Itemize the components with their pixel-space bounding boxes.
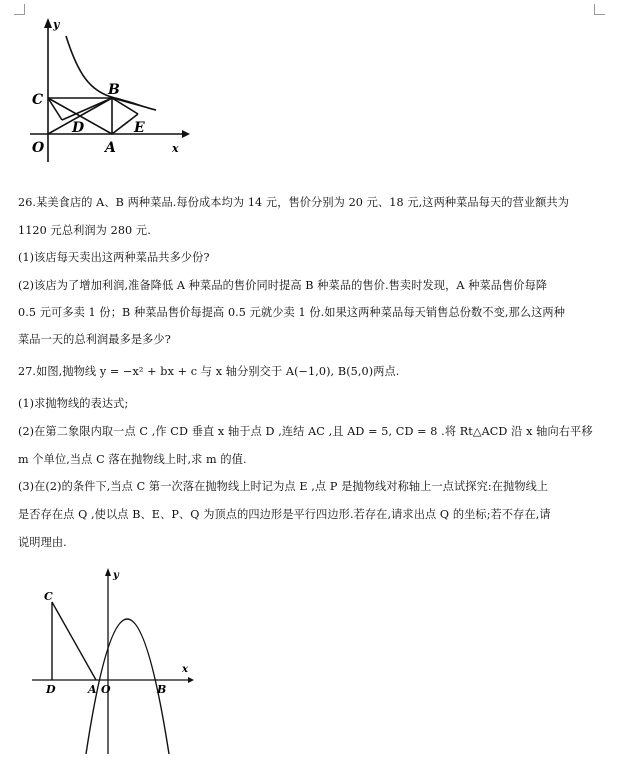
problem-27-line-3: (2)在第二象限内取一点 C ,作 CD 垂直 x 轴于点 D ,连结 AC ,且 AD = 5, CD = 8 .将 Rt△ACD 沿 x 轴向右平移: [18, 425, 593, 438]
figure-1-label-y: y: [53, 18, 60, 31]
figure-1-hyperbola-diagram: [20, 12, 190, 162]
figure-2-svg: [30, 558, 200, 758]
figure-1-label-e: E: [134, 120, 145, 136]
figure-2-label-a: A: [88, 683, 97, 696]
figure-2-label-b: B: [157, 683, 167, 696]
figure-1-svg: [20, 12, 190, 162]
problem-26-line-6: 菜品一天的总利润最多是多少?: [18, 333, 171, 346]
figure-2-parabola-diagram: [30, 558, 200, 758]
figure-1-label-b: B: [108, 82, 120, 98]
figure-1-label-d: D: [72, 120, 85, 136]
problem-26-line-5: 0.5 元可多卖 1 份；B 种菜品售价每提高 0.5 元就少卖 1 份.如果这两种菜品每天销售总份数不变,那么这两种: [18, 306, 566, 319]
problem-27-line-1: 27.如图,抛物线 y = −x² + bx + c 与 x 轴分别交于 A(−1,0), B(5,0)两点.: [18, 365, 400, 378]
segment-be-extended: [112, 98, 156, 110]
x-axis-arrow: [188, 677, 194, 683]
figure-2-label-o: O: [101, 683, 111, 696]
problem-27-line-4: m 个单位,当点 C 落在抛物线上时,求 m 的值.: [18, 453, 247, 466]
problem-26-line-1: 26.某美食店的 A、B 两种菜品.每份成本均为 14 元，售价分别为 20 元、18 元,这两种菜品每天的营业额共为: [18, 196, 570, 209]
figure-2-label-d: D: [46, 683, 56, 696]
y-axis-arrow: [44, 18, 52, 28]
y-axis-arrow: [105, 568, 111, 576]
figure-1-label-o: O: [32, 140, 45, 156]
figure-2-label-y: y: [113, 570, 119, 581]
figure-1-label-x: x: [172, 142, 179, 155]
problem-26-line-2: 1120 元总利润为 280 元.: [18, 224, 151, 237]
segment-db: [62, 98, 112, 120]
page-corner-mark-right: [594, 4, 605, 15]
problem-27-line-5: (3)在(2)的条件下,当点 C 第一次落在抛物线上时记为点 E ,点 P 是抛物线对称轴上一点试探究:在抛物线上: [18, 480, 549, 493]
figure-2-label-c: C: [44, 590, 53, 603]
problem-26-line-3: (1)该店每天卖出这两种菜品共多少份?: [18, 251, 210, 264]
segment-ca: [52, 602, 96, 680]
figure-2-label-x: x: [182, 664, 188, 675]
problem-26-line-4: (2)该店为了增加利润,准备降低 A 种菜品的售价同时提高 B 种菜品的售价.售卖时发现，A 种菜品售价每降: [18, 279, 548, 292]
figure-1-label-a: A: [105, 140, 116, 156]
problem-27-line-6: 是否存在点 Q ,使以点 B、E、P、Q 为顶点的四边形是平行四边形.若存在,请求出点 Q 的坐标;若不存在,请: [18, 508, 551, 521]
figure-1-label-c: C: [32, 92, 44, 108]
problem-27-line-2: (1)求抛物线的表达式;: [18, 397, 129, 410]
problem-27-line-7: 说明理由.: [18, 536, 67, 549]
x-axis-arrow: [182, 130, 190, 138]
